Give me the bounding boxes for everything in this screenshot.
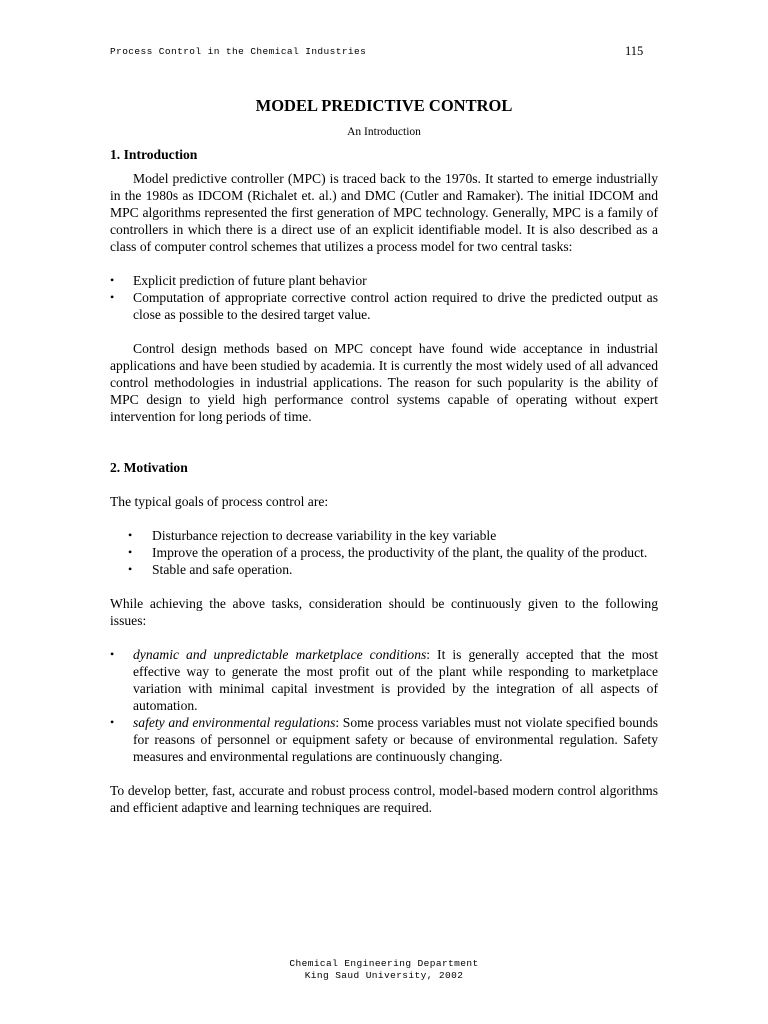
bullet-icon: • xyxy=(128,562,133,576)
list-item-text: Improve the operation of a process, the productivity of the plant, the quality of the product. xyxy=(152,545,648,560)
footer-department: Chemical Engineering Department xyxy=(289,958,479,969)
list-item xyxy=(110,714,658,765)
issues-list xyxy=(110,646,658,765)
issues-intro: While achieving the above tasks, consideration should be continuously given to the following issues: xyxy=(110,596,658,628)
document-title: MODEL PREDICTIVE CONTROL xyxy=(255,96,513,115)
section-heading-introduction: 1. Introduction xyxy=(110,147,198,162)
list-item xyxy=(110,272,658,289)
document-body xyxy=(110,146,658,816)
bullet-icon: • xyxy=(110,273,115,287)
section-heading-motivation: 2. Motivation xyxy=(110,460,188,475)
issue-term: dynamic and unpredictable marketplace conditions xyxy=(133,647,427,662)
page-footer xyxy=(0,958,768,982)
bullet-icon: • xyxy=(128,528,133,542)
list-item xyxy=(128,561,658,578)
intro-paragraph-2: Control design methods based on MPC concept have found wide acceptance in industrial applications and have been studied by academia. It is currently the most widely used of all advanced control methodologies in industrial applications. The reason for such popularity is the ability of MPC design to yield high performance control systems capable of operating without expert intervention for long periods of time. xyxy=(110,341,658,424)
list-item xyxy=(110,646,658,714)
bullet-icon: • xyxy=(110,715,115,729)
issue-text: : Some process variables must not violate specified bounds for reasons of personnel or equipment safety or because of environmental regulation. Safety measures and environmental regulations are continuously changing. xyxy=(133,715,658,764)
list-item-text: Stable and safe operation. xyxy=(152,562,293,577)
process-goals-list xyxy=(110,527,658,578)
list-item xyxy=(110,289,658,323)
intro-paragraph-1: Model predictive controller (MPC) is traced back to the 1970s. It started to emerge industrially in the 1980s as IDCOM (Richalet et. al.) and DMC (Cutler and Ramaker). The initial IDCOM and MPC algorithms represented the first generation of MPC technology. Generally, MPC is a family of controllers in which there is a direct use of an explicit identifiable model. It is also described as a class of computer control schemes that utilizes a process model for two central tasks: xyxy=(110,171,658,254)
goals-intro: The typical goals of process control are: xyxy=(110,494,329,509)
list-item xyxy=(128,527,658,544)
issue-term: safety and environmental regulations xyxy=(133,715,336,730)
running-title: Process Control in the Chemical Industries xyxy=(110,46,367,57)
issue-text: : It is generally accepted that the most effective way to generate the most profit out of the plant while responding to marketplace variation with minimal capital investment is provided by the integration of all aspects of automation. xyxy=(133,647,658,713)
bullet-icon: • xyxy=(110,647,115,661)
list-item-text: Computation of appropriate corrective control action required to drive the predicted output as close as possible to the desired target value. xyxy=(133,290,658,322)
bullet-icon: • xyxy=(128,545,133,559)
document-subtitle: An Introduction xyxy=(347,126,421,138)
list-item-text: Explicit prediction of future plant behavior xyxy=(133,273,367,288)
list-item-text: Disturbance rejection to decrease variability in the key variable xyxy=(152,528,497,543)
list-item xyxy=(128,544,658,561)
footer-university: King Saud University, 2002 xyxy=(304,970,464,981)
page-number: 115 xyxy=(625,44,644,58)
bullet-icon: • xyxy=(110,290,115,304)
mpc-tasks-list xyxy=(110,272,658,323)
closing-paragraph: To develop better, fast, accurate and robust process control, model-based modern control algorithms and efficient adaptive and learning techniques are required. xyxy=(110,783,658,815)
